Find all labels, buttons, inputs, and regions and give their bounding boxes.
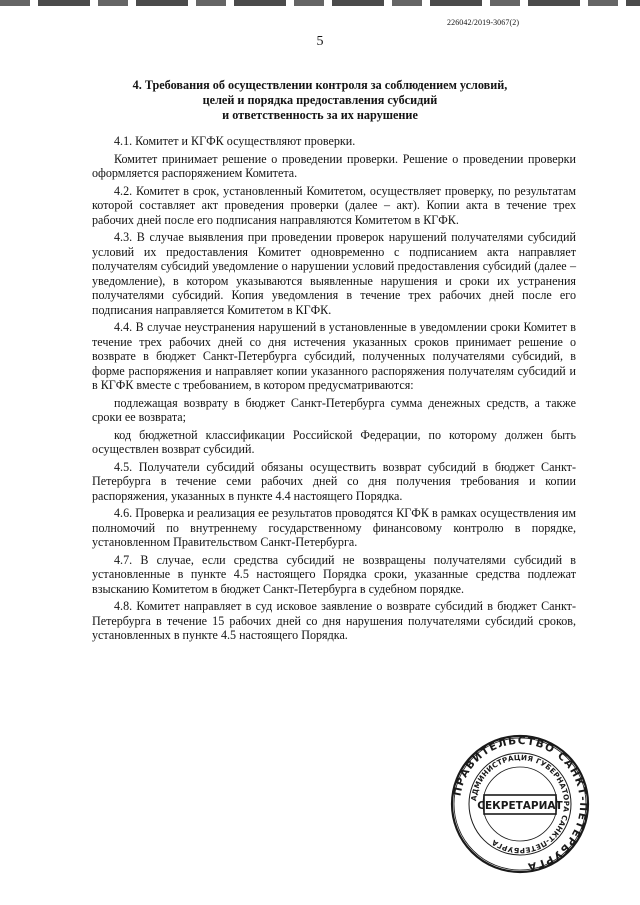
page-number: 5 — [316, 34, 324, 49]
document-id: 226042/2019-3067(2) — [447, 18, 520, 27]
heading-line-1: 4. Требования об осуществлении контроля за соблюдением условий, — [132, 78, 508, 92]
document-body — [92, 134, 576, 646]
svg-text:ПРАВИТЕЛЬСТВО САНКТ-ПЕТЕРБУРГА: ПРАВИТЕЛЬСТВО САНКТ-ПЕТЕРБУРГА — [451, 734, 590, 873]
paragraph-4-7: 4.7. В случае, если средства субсидий не возвращены получателями субсидий в установленные в пункте 4.5 настоящего Порядка сроки, указанные средства подлежат взысканию Комитетом в бюджет Санкт-Петербурга в судебном порядке. — [92, 552, 576, 596]
paragraph-4-4-amount: подлежащая возврату в бюджет Санкт-Петербурга сумма денежных средств, а также сроки ее возврата; — [92, 395, 576, 424]
paragraph-4-1: 4.1. Комитет и КГФК осуществляют проверки. — [114, 134, 356, 148]
paragraph-4-3: 4.3. В случае выявления при проведении проверок нарушений получателями субсидий условий их предоставления Комитет одновременно с подписанием акта направляет получателям субсидий уведомление о нарушении условий предоставления субсидий (далее – уведомление), в котором указываются выявленные нарушения и сроки их устранения получателями субсидий. Копия уведомления в течение трех рабочих дней после его подписания направляется Комитетом в КГФК. — [92, 230, 576, 317]
paragraph-4-4: 4.4. В случае неустранения нарушений в установленные в уведомлении сроки Комитет в течение трех рабочих дней со дня истечения указанных сроков принимает решение о возврате в бюджет Санкт-Петербурга субсидий, полученных получателями субсидий, в форме распоряжения и направляет копии указанного распоряжения получателям субсидий и в КГФК вместе с требованием, в котором предусматриваются: — [92, 320, 576, 392]
paragraph-4-8: 4.8. Комитет направляет в суд исковое заявление о возврате субсидий в бюджет Санкт-Петербурга в течение 15 рабочих дней со дня нарушения получателями субсидий сроков, установленных в пункте 4.5 настоящего Порядка. — [92, 599, 576, 642]
heading-line-3: и ответственность за их нарушение — [222, 108, 418, 122]
svg-text:СЕКРЕТАРИАТ: СЕКРЕТАРИАТ — [477, 800, 563, 812]
paragraph-4-4-budget-code: код бюджетной классификации Российской Федерации, по которому должен быть осуществлен возврат субсидий. — [92, 427, 576, 456]
paragraph-4-5: 4.5. Получатели субсидий обязаны осуществить возврат субсидий в бюджет Санкт-Петербурга в течение семи рабочих дней со дня получения требования и копии распоряжения, указанных в пункте 4.4 настоящего Порядка. — [92, 459, 576, 503]
paragraph-4-2: 4.2. Комитет в срок, установленный Комитетом, осуществляет проверку, по результатам которой составляет акт проведения проверки (далее – акт). Копии акта в течение трех рабочих дней после его подписания направляются Комитетом в КГФК. — [92, 183, 576, 227]
paragraph-4-1-decision: Комитет принимает решение о проведении проверки. Решение о проведении проверки оформляется распоряжением Комитета. — [92, 151, 576, 180]
paragraph-4-6: 4.6. Проверка и реализация ее результатов проводятся КГФК в рамках осуществления им полномочий по внутреннему государственному финансовому контролю в порядке, установленном Правительством Санкт-Петербурга. — [92, 506, 576, 549]
official-seal — [450, 734, 590, 874]
scan-edge-artifact — [0, 0, 640, 6]
section-heading — [90, 78, 550, 123]
svg-text:АДМИНИСТРАЦИЯ ГУБЕРНАТОРА САНК: АДМИНИСТРАЦИЯ ГУБЕРНАТОРА САНКТ-ПЕТЕРБУРГА — [469, 752, 572, 856]
heading-line-2: целей и порядка предоставления субсидий — [202, 93, 438, 107]
